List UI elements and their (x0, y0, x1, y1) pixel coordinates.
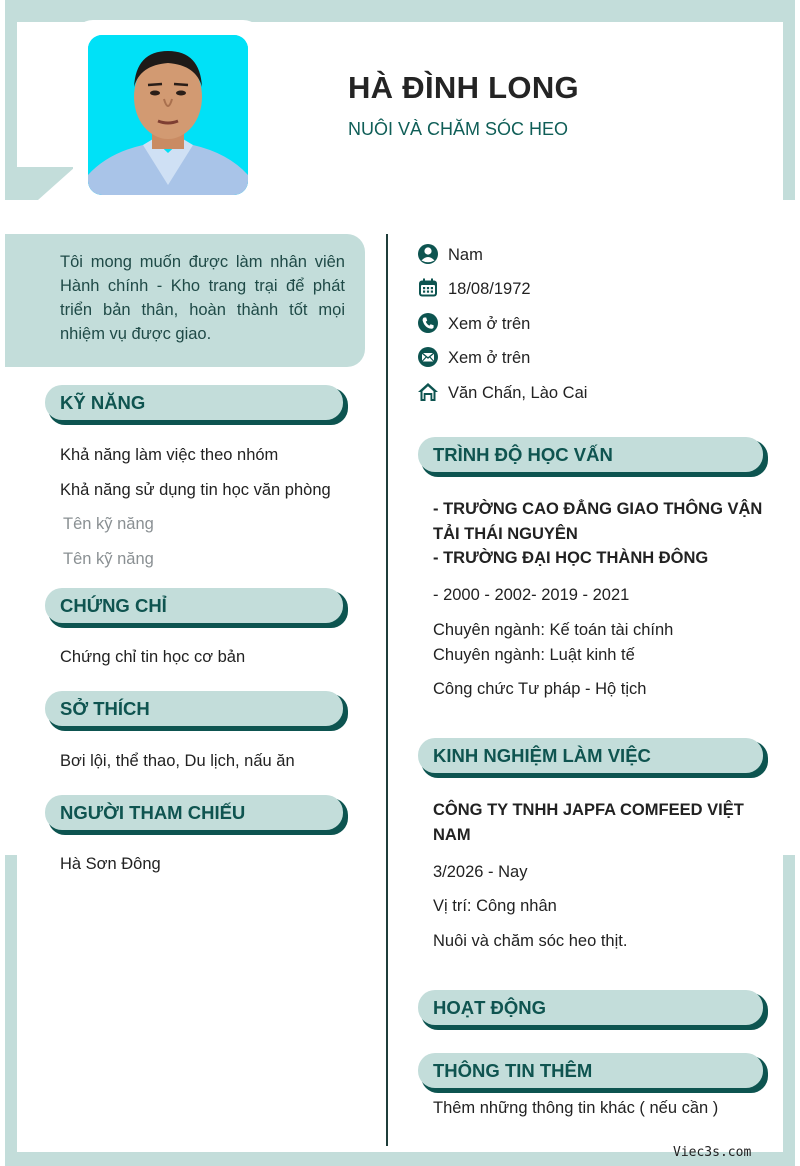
phone-value: Xem ở trên (448, 315, 531, 333)
experience-period: 3/2026 - Nay (433, 863, 528, 881)
references-text: Hà Sơn Đông (60, 855, 161, 873)
school-line: TẢI THÁI NGUYÊN (433, 525, 578, 543)
skill-item: Khả năng làm việc theo nhóm (60, 446, 279, 464)
home-icon (417, 381, 439, 403)
phone-icon (417, 312, 439, 334)
user-icon (417, 243, 439, 265)
education-years: - 2000 - 2002- 2019 - 2021 (433, 586, 630, 604)
experience-heading: KINH NGHIỆM LÀM VIỆC (418, 738, 763, 773)
gender-value: Nam (448, 246, 483, 264)
experience-position: Vị trí: Công nhân (433, 897, 557, 915)
company-line: NAM (433, 826, 471, 844)
candidate-name: HÀ ĐÌNH LONG (348, 70, 579, 105)
profile-photo (88, 35, 248, 195)
education-major: Chuyên ngành: Kế toán tài chính (433, 621, 674, 639)
email-value: Xem ở trên (448, 349, 531, 367)
certificates-heading: CHỨNG CHỈ (45, 588, 343, 623)
education-major: Chuyên ngành: Luật kinh tế (433, 646, 635, 664)
additional-heading: THÔNG TIN THÊM (418, 1053, 763, 1088)
education-heading: TRÌNH ĐỘ HỌC VẤN (418, 437, 763, 472)
hobbies-text: Bơi lội, thể thao, Du lịch, nấu ăn (60, 752, 295, 770)
school-line: - TRƯỜNG ĐẠI HỌC THÀNH ĐÔNG (433, 549, 709, 567)
education-note: Công chức Tư pháp - Hộ tịch (433, 680, 647, 698)
skill-item: Khả năng sử dụng tin học văn phòng (60, 481, 331, 499)
references-heading: NGƯỜI THAM CHIẾU (45, 795, 343, 830)
job-title: NUÔI VÀ CHĂM SÓC HEO (348, 119, 569, 139)
company-line: CÔNG TY TNHH JAPFA COMFEED VIỆT (433, 801, 744, 819)
footer-watermark: Viec3s.com (673, 1145, 752, 1160)
mail-icon (417, 346, 439, 368)
address-value: Văn Chấn, Lào Cai (448, 384, 588, 402)
experience-description: Nuôi và chăm sóc heo thịt. (433, 932, 628, 950)
birthday-value: 18/08/1972 (448, 280, 531, 298)
additional-text: Thêm những thông tin khác ( nếu cần ) (433, 1099, 719, 1117)
certificate-item: Chứng chỉ tin học cơ bản (60, 648, 246, 666)
skill-placeholder: Tên kỹ năng (63, 515, 154, 533)
column-divider (386, 234, 388, 1146)
hobbies-heading: SỞ THÍCH (45, 691, 343, 726)
skills-heading: KỸ NĂNG (45, 385, 343, 420)
skill-placeholder: Tên kỹ năng (63, 550, 154, 568)
activities-heading: HOẠT ĐỘNG (418, 990, 763, 1025)
school-line: - TRƯỜNG CAO ĐẲNG GIAO THÔNG VẬN (433, 500, 763, 518)
calendar-icon (417, 277, 439, 299)
career-objective: Tôi mong muốn được làm nhân viên Hành chính - Kho trang trại để phát triển bản thân, hoàn thành tốt mọi nhiệm vụ được giao. (5, 234, 365, 367)
